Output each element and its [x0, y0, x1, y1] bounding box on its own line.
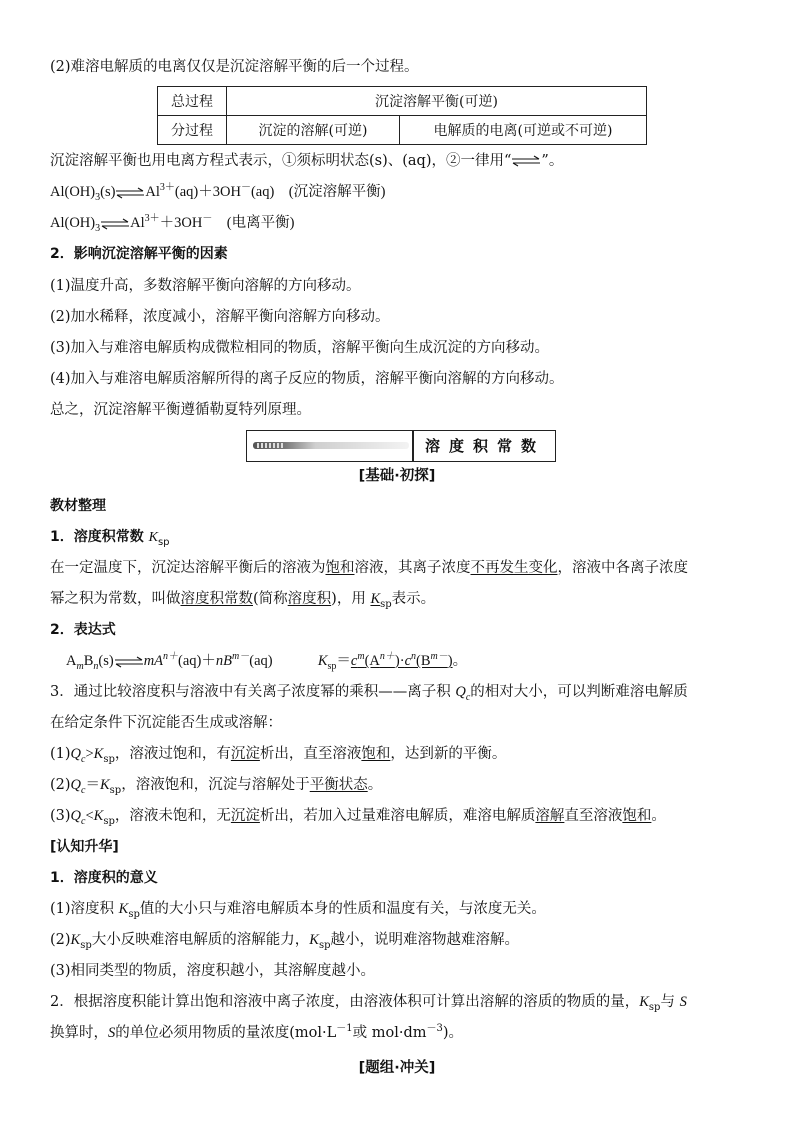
symbol: Q [70, 777, 82, 793]
subscript: n [93, 660, 99, 672]
blank-answer [370, 591, 392, 610]
symbol: Q [70, 746, 82, 762]
text: (A [364, 653, 380, 669]
symbol: K [70, 932, 81, 948]
equation [66, 651, 467, 671]
symbol: K [93, 808, 104, 824]
text: B [83, 653, 94, 669]
symbol: Q [455, 684, 466, 700]
text: 表示。 [391, 591, 436, 607]
text: (2) [50, 777, 71, 793]
text: ，溶液未饱和，无 [114, 808, 231, 824]
section-heading: 2．影响沉淀溶解平衡的因素 [50, 246, 228, 262]
text: )，用 [331, 591, 371, 607]
table-cell: 沉淀溶解平衡(可逆) [227, 87, 647, 116]
symbol: K [317, 653, 328, 669]
text: 析出，直至溶液 [259, 746, 362, 762]
paragraph [50, 558, 688, 578]
text: ”。 [541, 153, 564, 169]
symbol: K [93, 746, 104, 762]
symbol: K [309, 932, 319, 948]
blank-answer: 不再发生变化 [470, 560, 558, 576]
superscript: n [411, 651, 416, 663]
text: 沉淀溶解平衡也用电离方程式表示，①须标明状态(s)、(aq)，②一律用“ [50, 153, 512, 169]
paragraph: (3)加入与难溶电解质构成微粒相同的物质，溶解平衡向生成沉淀的方向移动。 [50, 340, 550, 356]
equilibrium-arrow-icon [100, 218, 130, 230]
blank-answer: 饱和 [325, 560, 355, 576]
text: 越小，说明难溶物越难溶解。 [330, 932, 519, 948]
subscript: sp [80, 939, 92, 951]
paragraph [50, 930, 519, 950]
text: Al(OH) [50, 215, 96, 231]
table-cell: 电解质的电离(可逆或不可逆) [400, 116, 647, 145]
text: 直至溶液 [564, 808, 623, 824]
paragraph [50, 682, 688, 702]
section-heading [50, 527, 170, 548]
text: A [66, 653, 77, 669]
symbol: K [118, 901, 129, 917]
paragraph [50, 1023, 463, 1043]
paragraph [50, 589, 435, 609]
subscript: sp [103, 753, 115, 765]
text: ，达到新的平衡。 [390, 746, 507, 762]
blank-answer: 平衡状态 [309, 777, 368, 793]
text: (aq) [249, 653, 273, 669]
subsection-label: [题组·冲关] [358, 1060, 436, 1076]
text: (2) [50, 932, 71, 948]
banner-divider [412, 431, 414, 461]
symbol: S [679, 994, 687, 1010]
operator: ＝ [85, 777, 100, 793]
text: 。 [651, 808, 666, 824]
paragraph: 在给定条件下沉淀能否生成或溶解： [50, 715, 282, 731]
subscript: sp [648, 1001, 661, 1013]
text: (简称 [253, 591, 288, 607]
table-row [158, 116, 647, 145]
text: 2．根据溶度积能计算出饱和溶液中离子浓度，由溶液体积可计算出溶解的溶质的物质的量， [50, 994, 640, 1010]
section-heading: 2．表达式 [50, 622, 116, 638]
text: ＋3OH [159, 215, 203, 231]
text: ，溶液中各离子浓度 [557, 560, 688, 576]
banner-tag [257, 443, 285, 448]
text: 或 mol·dm [352, 1025, 427, 1041]
text: 3．通过比较溶度积与溶液中有关离子浓度幂的乘积——离子积 [50, 684, 456, 700]
text: mA [143, 653, 164, 669]
text: 幂之积为常数，叫做 [50, 591, 181, 607]
text: 1．溶度积常数 [50, 529, 149, 545]
superscript: 3＋ [144, 213, 160, 225]
section-heading: [认知升华] [50, 839, 119, 855]
banner-title: 溶度积常数 [425, 437, 546, 455]
text: 在一定温度下，沉淀达溶解平衡后的溶液为 [50, 560, 326, 576]
subscript: sp [157, 536, 170, 548]
subscript: sp [327, 660, 337, 672]
symbol: Q [70, 808, 82, 824]
text: (s) [98, 653, 114, 669]
subsection-label: [基础·初探] [358, 468, 436, 484]
text: (aq)＋ [178, 653, 216, 669]
text: c [350, 653, 358, 669]
text: Al [145, 184, 160, 200]
text: c [404, 653, 411, 669]
blank-answer: 溶度积常数 [180, 591, 253, 607]
equilibrium-arrow-icon [114, 656, 144, 668]
paragraph: (4)加入与难溶电解质溶解所得的离子反应的物质，溶解平衡向溶解的方向移动。 [50, 371, 564, 387]
text: 与 [660, 994, 680, 1010]
subscript: sp [109, 784, 122, 796]
paragraph [50, 899, 546, 919]
text: (1) [50, 746, 71, 762]
text: 大小反映难溶电解质的溶解能力， [91, 932, 310, 948]
superscript: － [202, 213, 213, 225]
text: nB [215, 653, 232, 669]
paragraph [50, 744, 506, 764]
text: ，溶液过饱和，有 [114, 746, 231, 762]
text: (电离平衡) [212, 215, 295, 231]
text: 溶液，其离子浓度 [354, 560, 471, 576]
paragraph [50, 806, 666, 826]
superscript: 3＋ [159, 182, 175, 194]
operator: < [85, 808, 94, 824]
table-cell: 总过程 [158, 87, 227, 116]
text: (B [416, 653, 431, 669]
blank-answer: 溶度积 [287, 591, 332, 607]
process-table [157, 86, 647, 145]
symbol: K [370, 591, 381, 607]
subscript: sp [380, 598, 392, 610]
superscript: － [240, 182, 251, 194]
text: (aq)＋3OH [174, 184, 241, 200]
blank-answer: 沉淀 [230, 746, 260, 762]
blank-answer: 饱和 [361, 746, 391, 762]
section-banner [246, 430, 556, 462]
text: ，溶液饱和，沉淀与溶解处于 [121, 777, 310, 793]
subscript: 3 [95, 222, 101, 234]
symbol: K [99, 777, 110, 793]
equation [50, 182, 385, 202]
text: ＝ [336, 653, 351, 669]
superscript: m [357, 651, 365, 663]
text: (s) [100, 184, 116, 200]
paragraph [50, 151, 563, 171]
blank-answer [351, 653, 453, 669]
text: ) [447, 653, 453, 669]
subscript: m [76, 660, 84, 672]
table-cell: 沉淀的溶解(可逆) [227, 116, 400, 145]
blank-answer: 沉淀 [230, 808, 260, 824]
operator: > [85, 746, 94, 762]
paragraph: (3)相同类型的物质，溶度积越小，其溶解度越小。 [50, 963, 376, 979]
symbol: S [108, 1025, 116, 1041]
equation [50, 213, 294, 233]
subscript: sp [103, 815, 115, 827]
text: 值的大小只与难溶电解质本身的性质和温度有关，与浓度无关。 [139, 901, 546, 917]
subscript: sp [128, 908, 140, 920]
text: (aq) (沉淀溶解平衡) [250, 184, 386, 200]
text: 析出，若加入过量难溶电解质，难溶电解质 [259, 808, 536, 824]
symbol: K [639, 994, 649, 1010]
subscript: c [81, 815, 86, 827]
text: (1)溶度积 [50, 901, 119, 917]
paragraph: (1)温度升高，多数溶解平衡向溶解的方向移动。 [50, 278, 361, 294]
text: 的相对大小，可以判断难溶电解质 [470, 684, 688, 700]
blank-answer: 饱和 [622, 808, 652, 824]
paragraph: 总之，沉淀溶解平衡遵循勒夏特列原理。 [50, 402, 311, 418]
superscript: －1 [336, 1023, 353, 1035]
text: 的单位必须用物质的量浓度(mol·L [115, 1025, 337, 1041]
text: )· [394, 653, 405, 669]
table-cell: 分过程 [158, 116, 227, 145]
equilibrium-arrow-icon [115, 187, 145, 199]
text: (3) [50, 808, 71, 824]
superscript: n＋ [163, 651, 179, 663]
superscript: －3 [426, 1023, 443, 1035]
subscript: c [81, 784, 86, 796]
blank-answer: 溶解 [535, 808, 565, 824]
equilibrium-arrow-icon [511, 155, 541, 167]
superscript: m－ [232, 651, 250, 663]
section-heading: 教材整理 [50, 498, 106, 514]
text: 。 [452, 653, 468, 669]
subscript: sp [318, 939, 331, 951]
text: )。 [442, 1025, 464, 1041]
text: 换算时， [50, 1025, 108, 1041]
text: Al(OH) [50, 184, 96, 200]
subscript: c [81, 753, 86, 765]
paragraph [50, 775, 382, 795]
superscript: m－ [430, 651, 448, 663]
section-heading: 1．溶度积的意义 [50, 870, 158, 886]
paragraph: (2)加水稀释，浓度减小，溶解平衡向溶解方向移动。 [50, 309, 390, 325]
text: Al [130, 215, 145, 231]
symbol: K [148, 530, 158, 545]
paragraph [50, 992, 687, 1012]
subscript: c [465, 691, 471, 703]
text: 。 [367, 777, 383, 793]
subscript: 3 [95, 191, 101, 203]
table-row [158, 87, 647, 116]
paragraph: (2)难溶电解质的电离仅仅是沉淀溶解平衡的后一个过程。 [50, 59, 419, 75]
superscript: n＋ [379, 651, 395, 663]
